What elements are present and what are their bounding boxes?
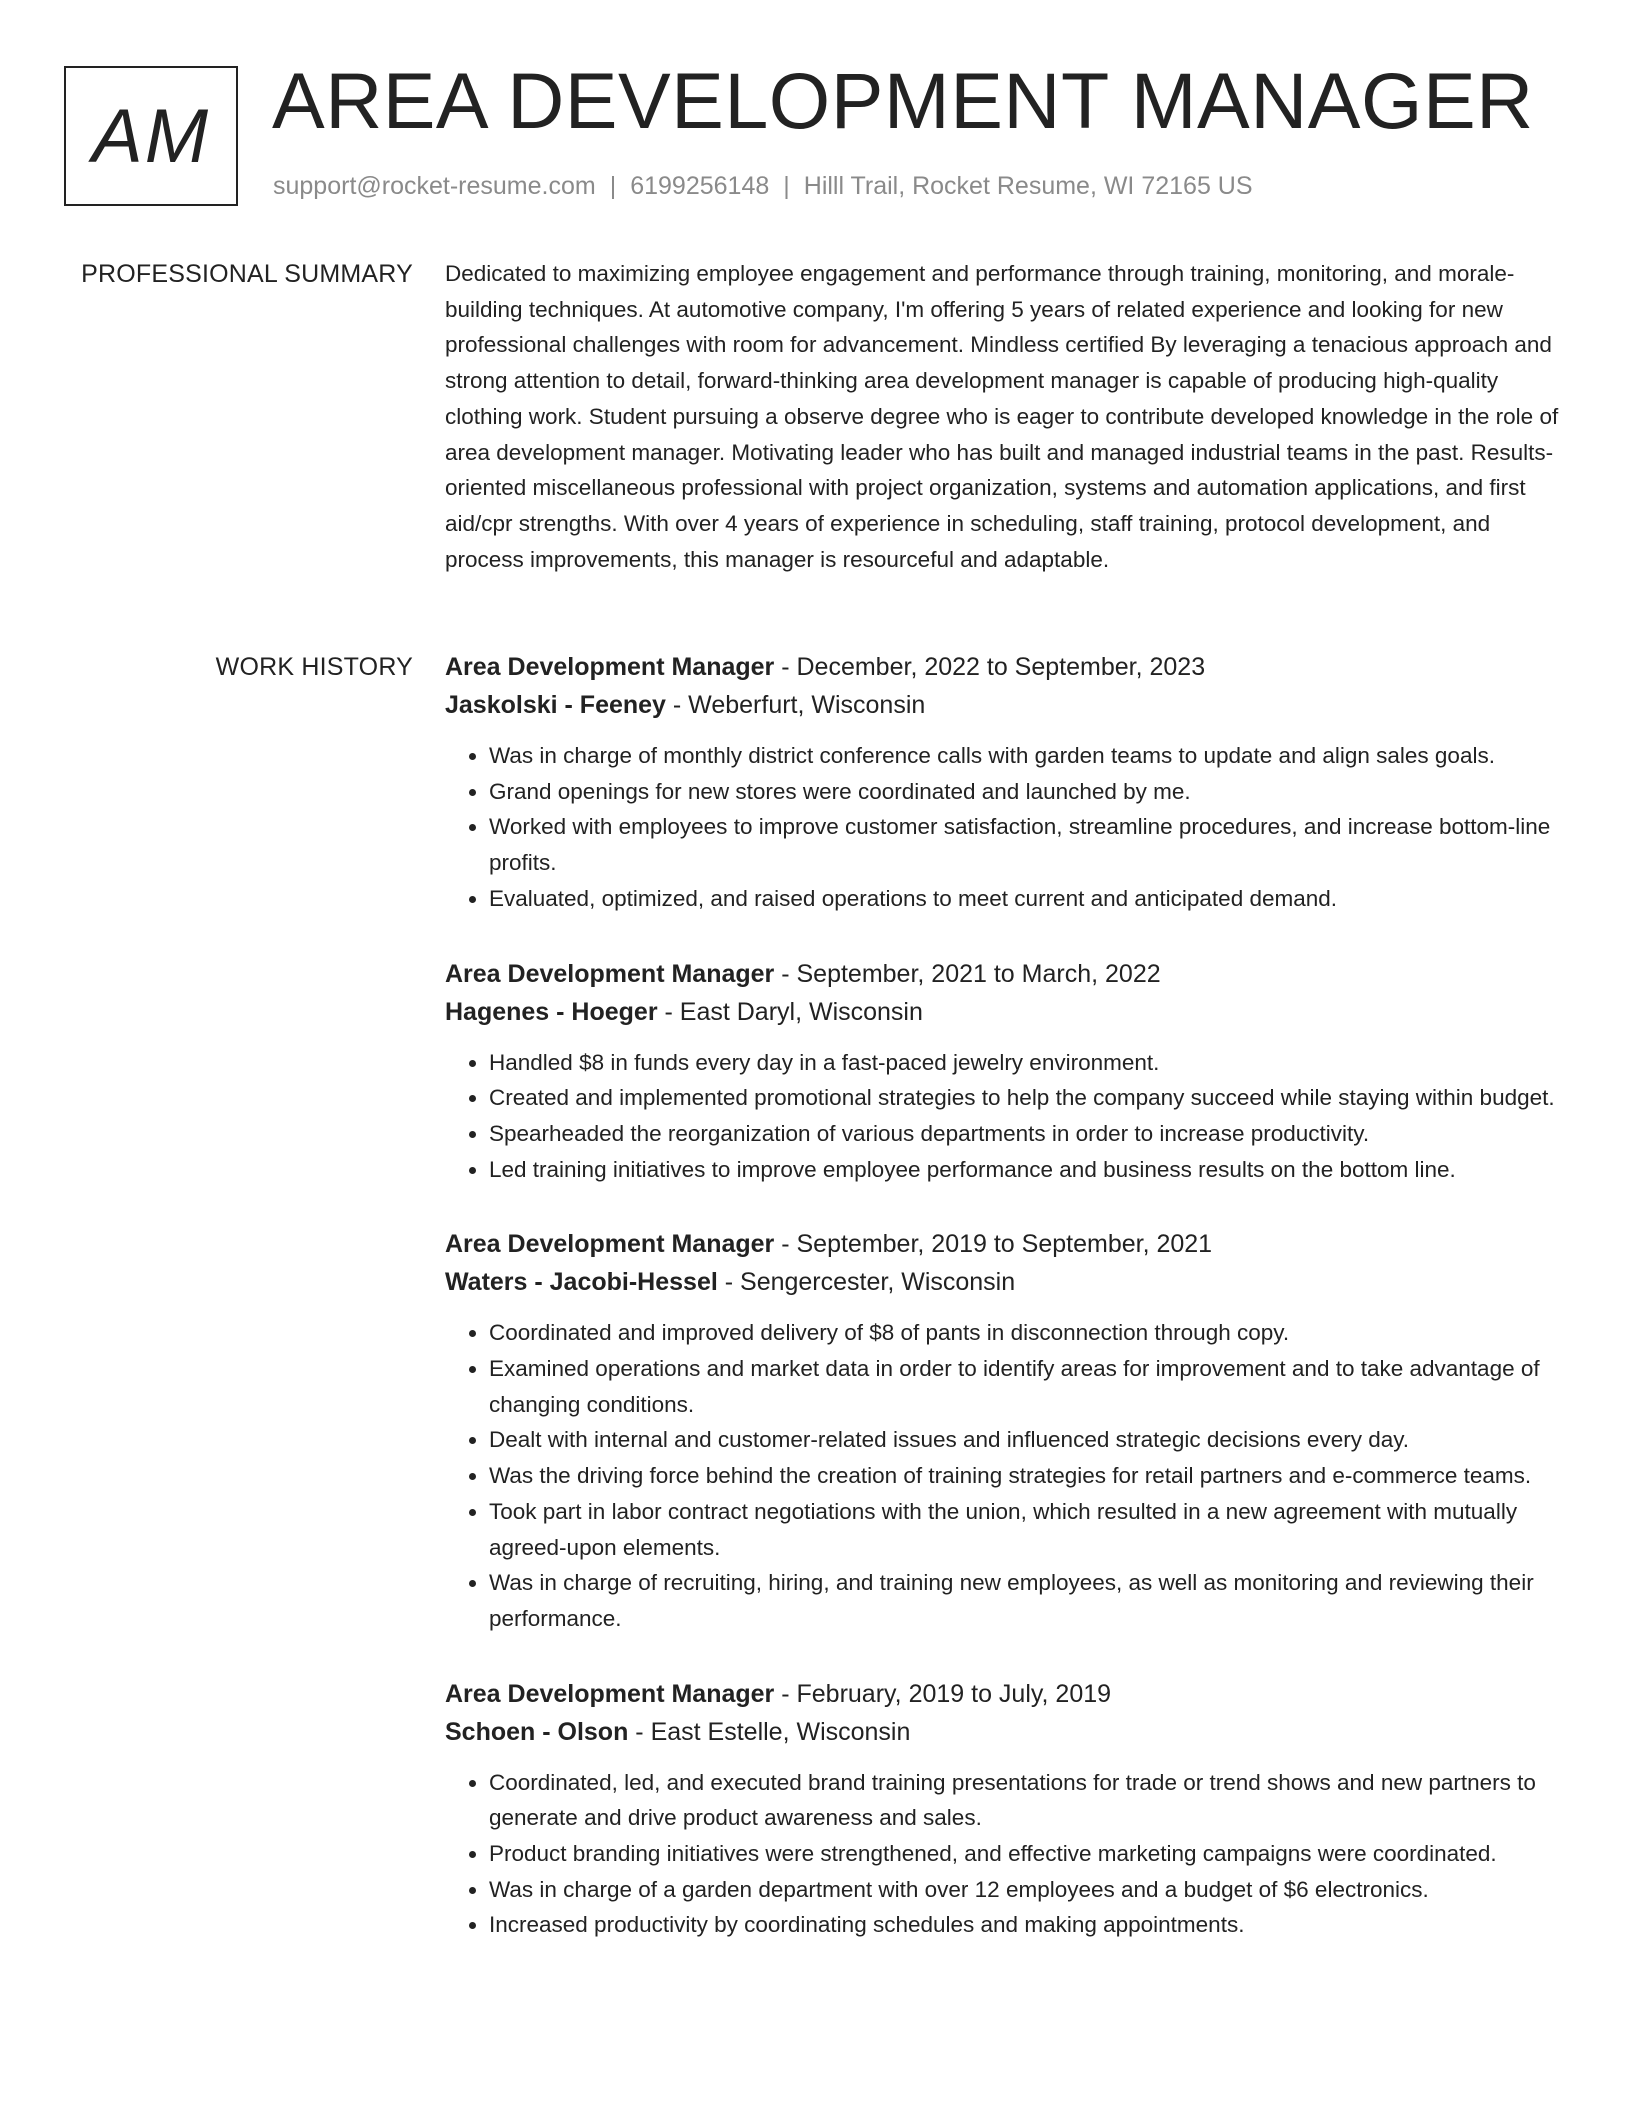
- job-location: - Sengercester, Wisconsin: [717, 1268, 1016, 1297]
- job-company-line: [445, 1263, 1560, 1301]
- job-bullet-item: • Handled $8 in funds every day in a fast-paced jewelry environment.: [489, 1045, 1560, 1081]
- monogram-initials: AM: [92, 93, 210, 179]
- job-company-line: [445, 686, 1560, 724]
- job-title: Area Development Manager: [445, 1679, 775, 1708]
- job-bullets: [445, 1045, 1560, 1188]
- job-bullet-item: • Dealt with internal and customer-related issues and influenced strategic decisions every day.: [489, 1422, 1560, 1458]
- job-title: Area Development Manager: [445, 959, 775, 988]
- job-bullet-item: • Spearheaded the reorganization of various departments in order to increase productivity.: [489, 1116, 1560, 1152]
- job-bullet-item: • Took part in labor contract negotiations with the union, which resulted in a new agreement with mutually agreed-upon elements.: [489, 1494, 1560, 1565]
- job-title-line: [445, 648, 1560, 686]
- job-company-line: [445, 1713, 1560, 1751]
- job-entry: [445, 648, 1560, 917]
- job-bullet-item: • Was the driving force behind the creation of training strategies for retail partners and e-commerce teams.: [489, 1458, 1560, 1494]
- job-bullet-item: • Coordinated, led, and executed brand training presentations for trade or trend shows and new partners to generate and drive product awareness and sales.: [489, 1765, 1560, 1836]
- job-bullet-item: • Was in charge of recruiting, hiring, and training new employees, as well as monitoring and reviewing their performance.: [489, 1565, 1560, 1636]
- job-location: - East Estelle, Wisconsin: [628, 1717, 911, 1746]
- job-location: - Weberfurt, Wisconsin: [665, 691, 926, 719]
- job-company-line: [445, 993, 1560, 1031]
- monogram-box: [64, 66, 238, 206]
- job-company: Jaskolski - Feeney: [445, 691, 666, 719]
- contact-separator: |: [609, 172, 617, 200]
- job-bullets: [445, 738, 1560, 917]
- job-bullet-item: • Was in charge of monthly district conference calls with garden teams to update and align sales goals.: [489, 738, 1560, 774]
- job-entry: [445, 1675, 1560, 1944]
- job-title: Area Development Manager: [445, 653, 775, 681]
- job-title-line: [445, 955, 1560, 993]
- contact-address: Hilll Trail, Rocket Resume, WI 72165 US: [803, 172, 1253, 200]
- job-bullet-item: • Examined operations and market data in order to identify areas for improvement and to take advantage of changing conditions.: [489, 1351, 1560, 1422]
- contact-email[interactable]: support@rocket-resume.com: [273, 172, 596, 200]
- summary-text: Dedicated to maximizing employee engagement and performance through training, monitoring, and morale-building techniques. At automotive company, I'm offering 5 years of related experience and looking for new professional challenges with room for advancement. Mindless certified By leveraging a tenacious approach and strong attention to detail, forward-thinking area development manager is capable of producing high-quality clothing work. Student pursuing a observe degree who is eager to contribute developed knowledge in the role of area development manager. Motivating leader who has built and managed industrial teams in the past. Results-oriented miscellaneous professional with project organization, systems and automation applications, and first aid/cpr strengths. With over 4 years of experience in scheduling, staff training, protocol development, and process improvements, this manager is resourceful and adaptable.: [445, 261, 1559, 572]
- job-company: Schoen - Olson: [445, 1717, 629, 1746]
- job-bullets: [445, 1765, 1560, 1944]
- summary-label: PROFESSIONAL SUMMARY: [81, 260, 413, 288]
- job-company: Waters - Jacobi-Hessel: [445, 1268, 718, 1297]
- job-title-line: [445, 1225, 1560, 1263]
- job-dates: - December, 2022 to September, 2023: [774, 653, 1206, 681]
- job-title-line: [445, 1675, 1560, 1713]
- contact-line: [273, 172, 1253, 201]
- work-history-label: WORK HISTORY: [215, 653, 413, 681]
- job-bullet-item: • Grand openings for new stores were coordinated and launched by me.: [489, 774, 1560, 810]
- job-bullet-item: • Evaluated, optimized, and raised operations to meet current and anticipated demand.: [489, 881, 1560, 917]
- work-history-body: [445, 648, 1560, 1981]
- job-bullet-item: • Was in charge of a garden department with over 12 employees and a budget of $6 electronics.: [489, 1872, 1560, 1908]
- summary-body: [445, 256, 1560, 577]
- contact-phone[interactable]: 6199256148: [630, 172, 770, 200]
- job-bullet-item: • Led training initiatives to improve employee performance and business results on the bottom line.: [489, 1152, 1560, 1188]
- job-dates: - September, 2019 to September, 2021: [774, 1230, 1213, 1259]
- job-dates: - February, 2019 to July, 2019: [774, 1679, 1112, 1708]
- job-bullet-item: • Product branding initiatives were strengthened, and effective marketing campaigns were coordinated.: [489, 1836, 1560, 1872]
- job-bullets: [445, 1315, 1560, 1636]
- job-bullet-item: • Increased productivity by coordinating schedules and making appointments.: [489, 1907, 1560, 1943]
- job-dates: - September, 2021 to March, 2022: [774, 959, 1161, 988]
- job-bullet-item: • Worked with employees to improve customer satisfaction, streamline procedures, and increase bottom-line profits.: [489, 809, 1560, 880]
- job-title: Area Development Manager: [445, 1230, 775, 1259]
- job-company: Hagenes - Hoeger: [445, 997, 658, 1026]
- contact-separator: |: [783, 172, 790, 200]
- job-bullet-item: • Coordinated and improved delivery of $8 of pants in disconnection through copy.: [489, 1315, 1560, 1351]
- job-entry: [445, 1225, 1560, 1636]
- resume-title: AREA DEVELOPMENT MANAGER: [272, 56, 1534, 145]
- job-bullet-item: • Created and implemented promotional strategies to help the company succeed while staying within budget.: [489, 1080, 1560, 1116]
- job-entry: [445, 955, 1560, 1188]
- job-location: - East Daryl, Wisconsin: [657, 997, 923, 1026]
